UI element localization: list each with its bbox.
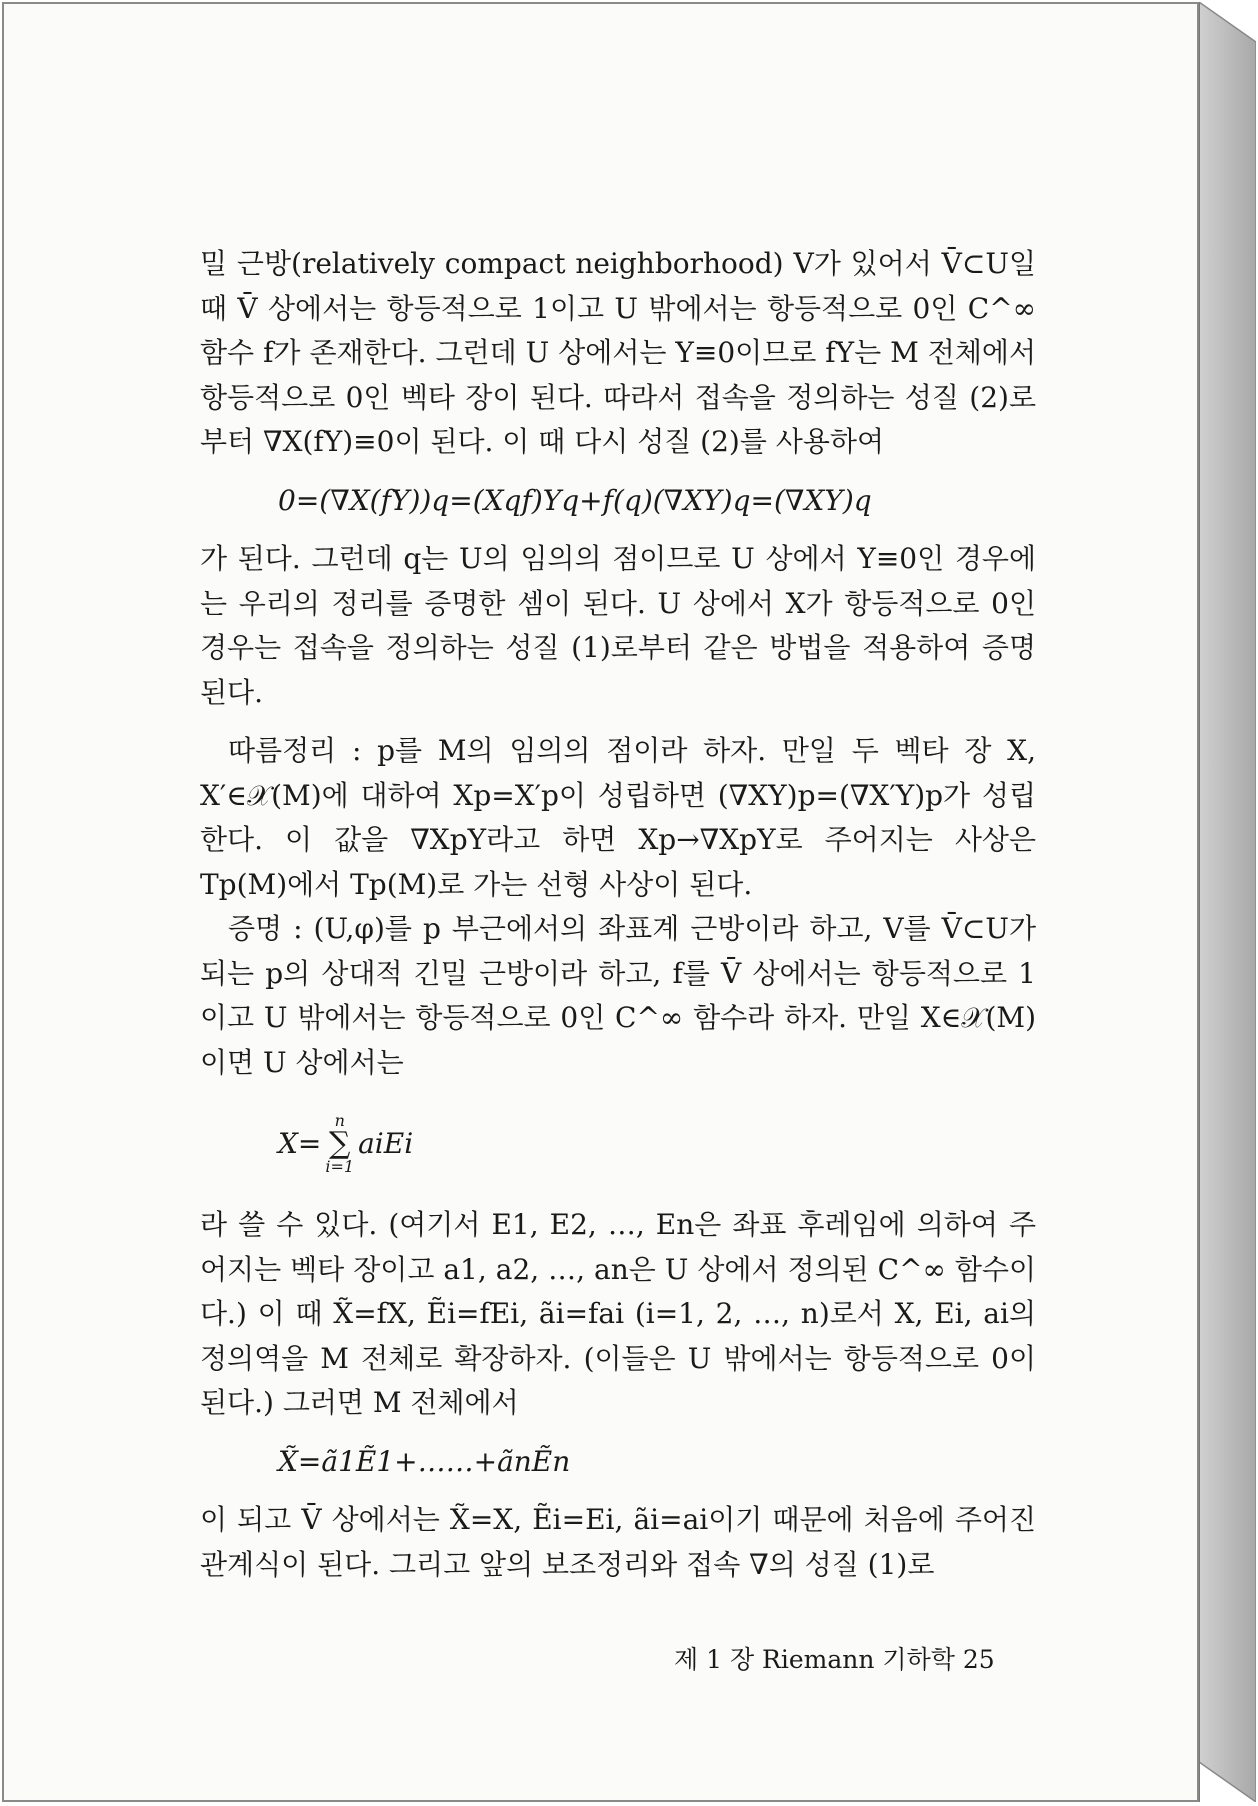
sum-symbol: ∑ (329, 1126, 351, 1161)
proof-paragraph: 증명 : (U,φ)를 p 부근에서의 좌표계 근방이라 하고, V를 V̄⊂U가 되는 p의 상대적 긴밀 근방이라 하고, f를 V̄ 상에서는 항등적으로 1이고 U 밖에서는 항등적으로 0인 C^∞ 함수라 하자. 만일 X∈𝒳(M)이면 U 상에서는 (200, 912, 1036, 1079)
corollary-paragraph: 따름정리 : p를 M의 임의의 점이라 하자. 만일 두 벡타 장 X, X′∈𝒳(M)에 대하여 Xp=X′p이 성립하면 (∇XY)p=(∇X′Y)p가 성립한다. 이 값을 ∇XpY라고 하면 Xp→∇XpY로 주어지는 사상은 Tp(M)에서 Tp(M)로 가는 선형 사상이 된다. (200, 734, 1036, 901)
page-edge-shadow (1199, 2, 1256, 1802)
equation-1: 0=(∇X(fY))q=(Xqf)Yq+f(q)(∇XY)q=(∇XY)q (278, 483, 872, 517)
summation (325, 1113, 354, 1175)
page-body (200, 242, 1036, 1587)
paragraph-5: 라 쓸 수 있다. (여기서 E1, E2, …, En은 좌표 후레임에 의하여 주어지는 벡타 장이고 a1, a2, …, an은 U 상에서 정의된 C^∞ 함수이다.) 이 때 X̃=fX, Ẽi=fEi, ãi=fai (i=1, 2, …, n)로서 X, Ei, ai의 정의역을 M 전체로 확장하자. (이들은 U 밖에서는 항등적으로 0이 된다.) 그러면 M 전체에서 (200, 1208, 1036, 1419)
paragraph-gap (200, 715, 1036, 729)
equation-3: X̃=ã1Ẽ1+……+ãnẼn (278, 1444, 571, 1478)
paragraph-2: 가 된다. 그런데 q는 U의 임의의 점이므로 U 상에서 Y≡0인 경우에는 우리의 정리를 증명한 셈이 된다. U 상에서 X가 항등적으로 0인 경우는 접속을 정의하는 성질 (1)로부터 같은 방법을 적용하여 증명된다. (200, 542, 1036, 709)
running-footer: 제 1 장 Riemann 기하학 25 (674, 1645, 995, 1674)
equation-2-lhs: X= (278, 1126, 322, 1160)
equation-2 (200, 1085, 1036, 1203)
sum-upper-limit: n (334, 1111, 345, 1130)
book-page (2, 2, 1199, 1802)
equation-2-summand: aiEi (358, 1126, 414, 1160)
paragraph-6: 이 되고 V̄ 상에서는 X̃=X, Ẽi=Ei, ãi=ai이기 때문에 처음에 주어진 관계식이 된다. 그리고 앞의 보조정리와 접속 ∇의 성질 (1)로 (200, 1503, 1036, 1581)
paragraph-1: 밀 근방(relatively compact neighborhood) V가 있어서 V̄⊂U일 때 V̄ 상에서는 항등적으로 1이고 U 밖에서는 항등적으로 0인 C^∞ 함수 f가 존재한다. 그런데 U 상에서는 Y≡0이므로 fY는 M 전체에서 항등적으로 0인 벡타 장이 된다. 따라서 접속을 정의하는 성질 (2)로부터 ∇X(fY)≡0이 된다. 이 때 다시 성질 (2)를 사용하여 (200, 247, 1036, 458)
sum-lower-limit: i=1 (325, 1157, 355, 1176)
